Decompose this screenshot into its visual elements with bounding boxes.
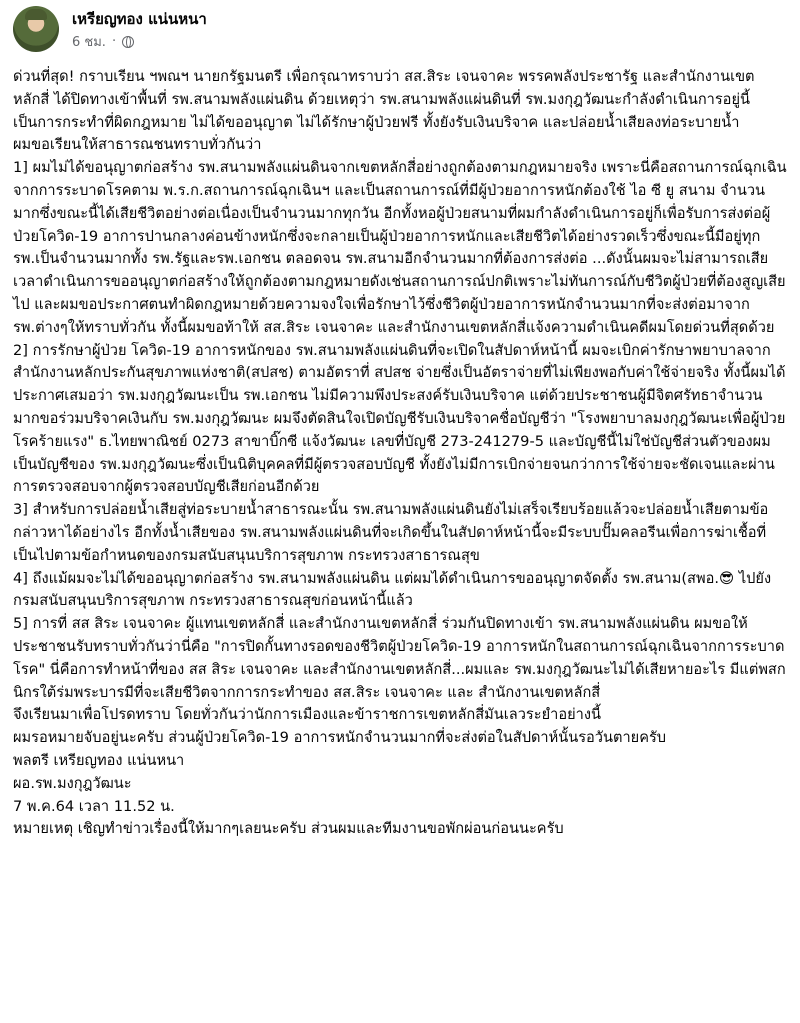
post-meta [72,31,134,52]
post-signature-name: พลตรี เหรียญทอง แน่นหนา [13,751,185,769]
post-body [13,66,788,841]
post-paragraph-point-5: 5] การที่ สส สิระ เจนจาคะ ผู้แทนเขตหลักสี่ และสำนักงานเขตหลักสี่ ร่วมกันปิดทางเข้า รพ.สนามพลังแผ่นดิน ผมขอให้ประชาชนรับทราบทั่วกันว่านี่คือ "การปิดกั้นทางรอดของชีวิตผู้ป่วยโควิด-19 อาการหนักในสถานการณ์ฉุกเฉินจากการระบาดโรค" นี่คือการทำหน้าที่ของ สส สิระ เจนจาคะ และสำนักงานเขตหลักสี่...ผมและ รพ.มงกุฎวัฒนะไม่ได้เสียหายอะไร มีแต่พสกนิกรใต้ร่มพระบารมีที่จะเสียชีวิตจากการกระทำของ สส.สิระ เจนจาคะ และ สำนักงานเขตหลักสี่ [13,615,786,701]
post-note: หมายเหตุ เชิญทำข่าวเรื่องนี้ให้มากๆเลยนะครับ ส่วนผมและทีมงานขอพักผ่อนก่อนนะครับ [13,820,564,838]
post-paragraph-closing: จึงเรียนมาเพื่อโปรดทราบ โดยทั่วกันว่านักการเมืองและข้าราชการเขตหลักสี่มันเลวระยำอย่างนี้ [13,706,601,724]
post-paragraph-address: ผมขอเรียนให้สาธารณชนทราบทั่วกันว่า [13,136,262,154]
post-header [0,0,800,58]
author-name[interactable]: เหรียญทอง แน่นหนา [72,10,207,28]
post-signature-title: ผอ.รพ.มงกุฎวัฒนะ [13,774,132,792]
post-date: 7 พ.ค.64 เวลา 11.52 น. [13,797,175,815]
post-paragraph-intro: ด่วนที่สุด! กราบเรียน ฯพณฯ นายกรัฐมนตรี เพื่อกรุณาทราบว่า สส.สิระ เจนจาคะ พรรคพลังประชารัฐ และสำนักงานเขตหลักสี่ ได้ปิดทางเข้าพื้นที่ รพ.สนามพลังแผ่นดิน ด้วยเหตุว่า รพ.สนามพลังแผ่นดินที่ รพ.มงกุฎวัฒนะกำลังดำเนินการอยู่นี้ เป็นการกระทำที่ผิดกฎหมาย ไม่ได้ขออนุญาต ไม่ได้รักษาผู้ป่วยฟรี ทั้งยังรับเงินบริจาค และปล่อยน้ำเสียลงท่อระบายน้ำ [13,68,755,131]
post-paragraph-point-4: 4] ถึงแม้ผมจะไม่ได้ขออนุญาตก่อสร้าง รพ.สนามพลังแผ่นดิน แต่ผมได้ดำเนินการขออนุญาตจัดตั้ง รพ.สนาม(สพอ.😎 ไปยังกรมสนับสนุนบริการสุขภาพ กระทรวงสาธารณสุขก่อนหน้านี้แล้ว [13,569,772,610]
post-paragraph-point-1: 1] ผมไม่ได้ขอนุญาตก่อสร้าง รพ.สนามพลังแผ่นดินจากเขตหลักสี่อย่างถูกต้องตามกฎหมายจริง เพราะนี่คือสถานการณ์ฉุกเฉินจากการระบาดโรคตาม พ.ร.ก.สถานการณ์ฉุกเฉินฯ และเป็นสถานการณ์ที่มีผู้ป่วยอาการหนักต้องใช้ ไอ ซี ยู สนาม จำนวนมากซึ่งขณะนี้ได้เสียชีวิตอย่างต่อเนื่องเป็นจำนวนมากทุกวัน อีกทั้งหอผู้ป่วยสนามที่ผมกำลังดำเนินการอยู่ก็เพื่อรับการส่งต่อผู้ป่วยโควิด-19 อาการปานกลางค่อนข้างหนักซึ่งจะกลายเป็นผู้ป่วยอาการหนักและเสียชีวิตได้อย่างรวดเร็วซึ่งขณะนี้มีอยู่ทุก รพ.เป็นจำนวนมากทั้ง รพ.รัฐและรพ.เอกชน ตลอดจน รพ.สนามอีกจำนวนมากที่ต้องการส่งต่อ ...ดังนั้นผมจะไม่สามารถเสียเวลาดำเนินการขออนุญาตก่อสร้างให้ถูกต้องตามกฎหมายดังเช่นสถานการณ์ปกติเพราะไม่ทันการณ์กับชีวิตผู้ป่วยที่ต้องสูญเสียไป และผมขอประกาศตนทำผิดกฎหมายด้วยความจงใจเพื่อรักษาไว้ซึ่งชีวิตผู้ป่วยอาการหนักจำนวนมากที่จะส่งต่อมาจาก รพ.ต่างๆให้ทราบทั่วกัน ทั้งนี้ผมขอท้าให้ สส.สิระ เจนจาคะ และสำนักงานเขตหลักสี่แจ้งความดำเนินคดีผมโดยด่วนที่สุดด้วย [13,159,787,336]
post-paragraph-point-2: 2] การรักษาผู้ป่วย โควิด-19 อาการหนักของ รพ.สนามพลังแผ่นดินที่จะเปิดในสัปดาห์หน้านี้ ผมจะเบิกค่ารักษาพยาบาลจากสำนักงานหลักประกันสุขภาพแห่งชาติ(สปสช) ตามอัตราที่ สปสช จ่ายซึ่งเป็นอัตราจ่ายที่ไม่เพียงพอกับค่าใช้จ่ายจริง ทั้งนี้ผมได้ประกาศเสมอว่า รพ.มงกุฎวัฒนะเป็น รพ.เอกชน ไม่มีความพึงประสงค์รับเงินบริจาค แต่ด้วยประชาชนผู้มีจิตศรัทธาจำนวนมากขอร่วมบริจาคเงินกับ รพ.มงกุฎวัฒนะ ผมจึงตัดสินใจเปิดบัญชีรับเงินบริจาคชื่อบัญชีว่า "โรงพยาบาลมงกุฎวัฒนะเพื่อผู้ป่วยโรคร้ายแรง" ธ.ไทยพาณิชย์ 0273 สาขาบิ๊กซี แจ้งวัฒนะ เลขที่บัญชี 273-241279-5 และบัญชีนี้ไม่ใช่บัญชีส่วนตัวของผม เป็นบัญชีของ รพ.มงกุฎวัฒนะซึ่งเป็นนิติบุคคลที่มีผู้ตรวจสอบบัญชี ทั้งยังไม่มีการเบิกจ่ายจนกว่าการใช้จ่ายจะชัดเจนและผ่านการตรวจสอบจากผู้ตรวจสอบบัญชีเสียก่อนอีกด้วย [13,341,786,496]
post-timestamp[interactable]: 6 ชม. [72,35,106,50]
post-paragraph-point-3: 3] สำหรับการปล่อยน้ำเสียสู่ท่อระบายน้ำสาธารณะนั้น รพ.สนามพลังแผ่นดินยังไม่เสร็จเรียบร้อยแล้วจะปล่อยน้ำเสียตามข้อกล่าวหาได้อย่างไร อีกทั้งน้ำเสียของ รพ.สนามพลังแผ่นดินที่จะเกิดขึ้นในสัปดาห์หน้านี้จะมีระบบปั๊มคลอรีนเพื่อการฆ่าเชื้อที่เป็นไปตามข้อกำหนดของกรมสนับสนุนบริการสุขภาพ กระทรวงสาธารณสุข [13,501,769,564]
globe-icon [122,36,134,48]
meta-separator: · [111,34,117,49]
author-avatar[interactable] [13,6,59,52]
post-paragraph-warrant: ผมรอหมายจับอยู่นะครับ ส่วนผู้ป่วยโควิด-19 อาการหนักจำนวนมากที่จะส่งต่อในสัปดาห์นั้นรอวันตายครับ [13,729,667,747]
